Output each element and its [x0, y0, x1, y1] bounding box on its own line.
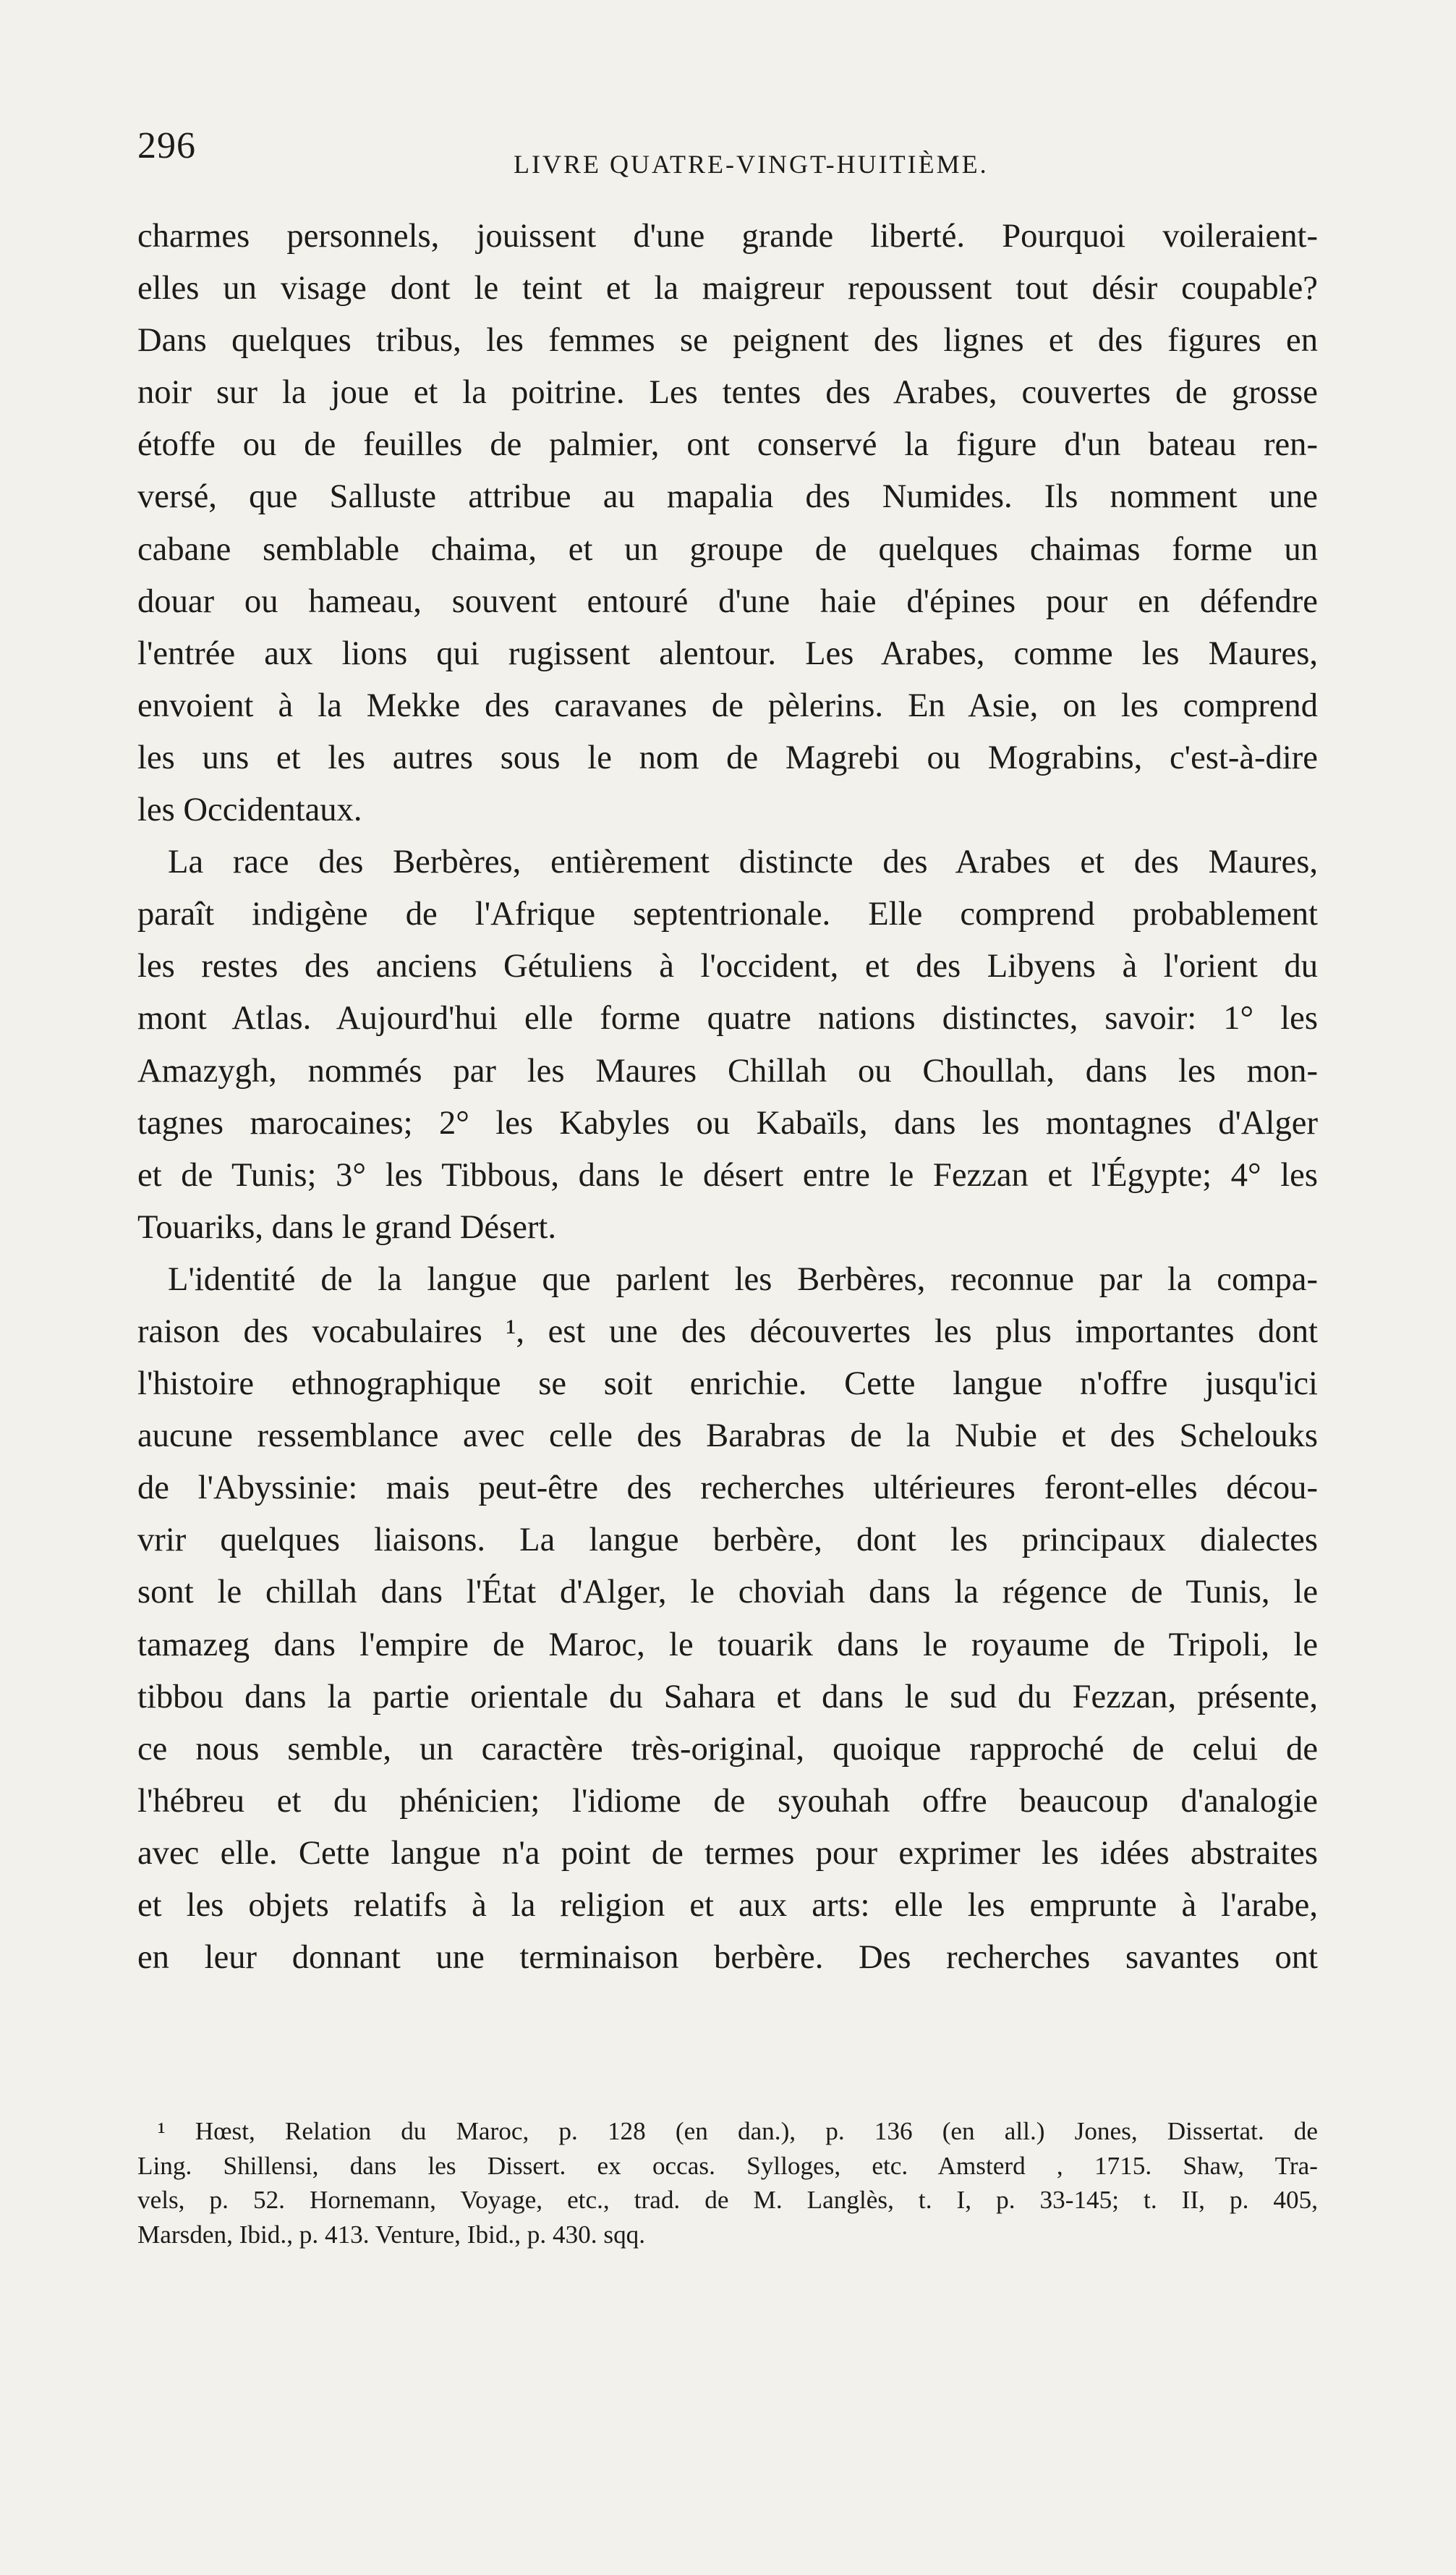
footnote-line: ¹ Hœst, Relation du Maroc, p. 128 (en dan.), p. 136 (en all.) Jones, Dissertat. de: [158, 2117, 1318, 2145]
text-line: l'hébreu et du phénicien; l'idiome de syouhah offre beaucoup d'analogie: [137, 1781, 1318, 1820]
footnote: [137, 2114, 1318, 2252]
text-line: et de Tunis; 3° les Tibbous, dans le désert entre le Fezzan et l'Égypte; 4° les: [137, 1155, 1318, 1194]
paragraph-berberes: [137, 836, 1318, 1253]
page-number: 296: [137, 125, 196, 166]
text-line: Dans quelques tribus, les femmes se peignent des lignes et des figures en: [137, 321, 1318, 360]
running-title: LIVRE QUATRE-VINGT-HUITIÈME.: [514, 150, 989, 179]
text-line: tamazeg dans l'empire de Maroc, le touarik dans le royaume de Tripoli, le: [137, 1625, 1318, 1663]
paragraph-customs: [137, 210, 1318, 836]
text-line: Amazygh, nommés par les Maures Chillah ou Choullah, dans les mon-: [137, 1051, 1318, 1090]
text-line: en leur donnant une terminaison berbère. Des recherches savantes ont: [137, 1938, 1318, 1977]
text-line: sont le chillah dans l'État d'Alger, le choviah dans la régence de Tunis, le: [137, 1573, 1318, 1611]
page-header: [137, 124, 1324, 182]
text-line: mont Atlas. Aujourd'hui elle forme quatre nations distinctes, savoir: 1° les: [137, 999, 1318, 1038]
footnote-line: vels, p. 52. Hornemann, Voyage, etc., trad. de M. Langlès, t. I, p. 33-145; t. II, p. 405,: [137, 2186, 1318, 2214]
text-line: Touariks, dans le grand Désert.: [137, 1208, 556, 1246]
text-line: les uns et les autres sous le nom de Magrebi ou Mograbins, c'est-à-dire: [137, 738, 1318, 776]
text-line: vrir quelques liaisons. La langue berbère, dont les principaux dialectes: [137, 1521, 1318, 1559]
text-line: noir sur la joue et la poitrine. Les tentes des Arabes, couvertes de grosse: [137, 373, 1318, 412]
text-line: La race des Berbères, entièrement distincte des Arabes et des Maures,: [168, 843, 1318, 881]
paragraph-langue: [137, 1253, 1318, 1983]
text-line: L'identité de la langue que parlent les Berbères, reconnue par la compa-: [168, 1260, 1318, 1298]
text-line: les restes des anciens Gétuliens à l'occident, et des Libyens à l'orient du: [137, 947, 1318, 985]
text-line: charmes personnels, jouissent d'une grande liberté. Pourquoi voileraient-: [137, 217, 1318, 255]
text-line: douar ou hameau, souvent entouré d'une haie d'épines pour en défendre: [137, 582, 1318, 620]
text-line: aucune ressemblance avec celle des Barabras de la Nubie et des Schelouks: [137, 1417, 1318, 1455]
text-line: raison des vocabulaires ¹, est une des découvertes les plus importantes dont: [137, 1312, 1318, 1350]
text-line: cabane semblable chaima, et un groupe de quelques chaimas forme un: [137, 530, 1318, 568]
text-line: elles un visage dont le teint et la maigreur repoussent tout désir coupable?: [137, 269, 1318, 307]
text-line: étoffe ou de feuilles de palmier, ont conservé la figure d'un bateau ren-: [137, 425, 1318, 464]
footnote-line: Marsden, Ibid., p. 413. Venture, Ibid., p. 430. sqq.: [137, 2220, 646, 2249]
text-line: l'histoire ethnographique se soit enrichie. Cette langue n'offre jusqu'ici: [137, 1365, 1318, 1403]
text-line: avec elle. Cette langue n'a point de termes pour exprimer les idées abstraites: [137, 1833, 1318, 1872]
text-line: versé, que Salluste attribue au mapalia des Numides. Ils nomment une: [137, 478, 1318, 516]
text-line: de l'Abyssinie: mais peut-être des recherches ultérieures feront-elles décou-: [137, 1469, 1318, 1507]
text-line: les Occidentaux.: [137, 791, 362, 829]
text-line: paraît indigène de l'Afrique septentrionale. Elle comprend probablement: [137, 895, 1318, 933]
text-line: tagnes marocaines; 2° les Kabyles ou Kabaïls, dans les montagnes d'Alger: [137, 1103, 1318, 1142]
text-line: et les objets relatifs à la religion et aux arts: elle les emprunte à l'arabe,: [137, 1886, 1318, 1924]
footnote-line: Ling. Shillensi, dans les Dissert. ex occas. Sylloges, etc. Amsterd , 1715. Shaw, Tra-: [137, 2151, 1318, 2180]
text-line: ce nous semble, un caractère très-original, quoique rapproché de celui de: [137, 1729, 1318, 1768]
text-line: tibbou dans la partie orientale du Sahara et dans le sud du Fezzan, présente,: [137, 1677, 1318, 1715]
text-line: l'entrée aux lions qui rugissent alentour. Les Arabes, comme les Maures,: [137, 634, 1318, 672]
text-line: envoient à la Mekke des caravanes de pèlerins. En Asie, on les comprend: [137, 686, 1318, 724]
body-text: [137, 210, 1318, 1983]
